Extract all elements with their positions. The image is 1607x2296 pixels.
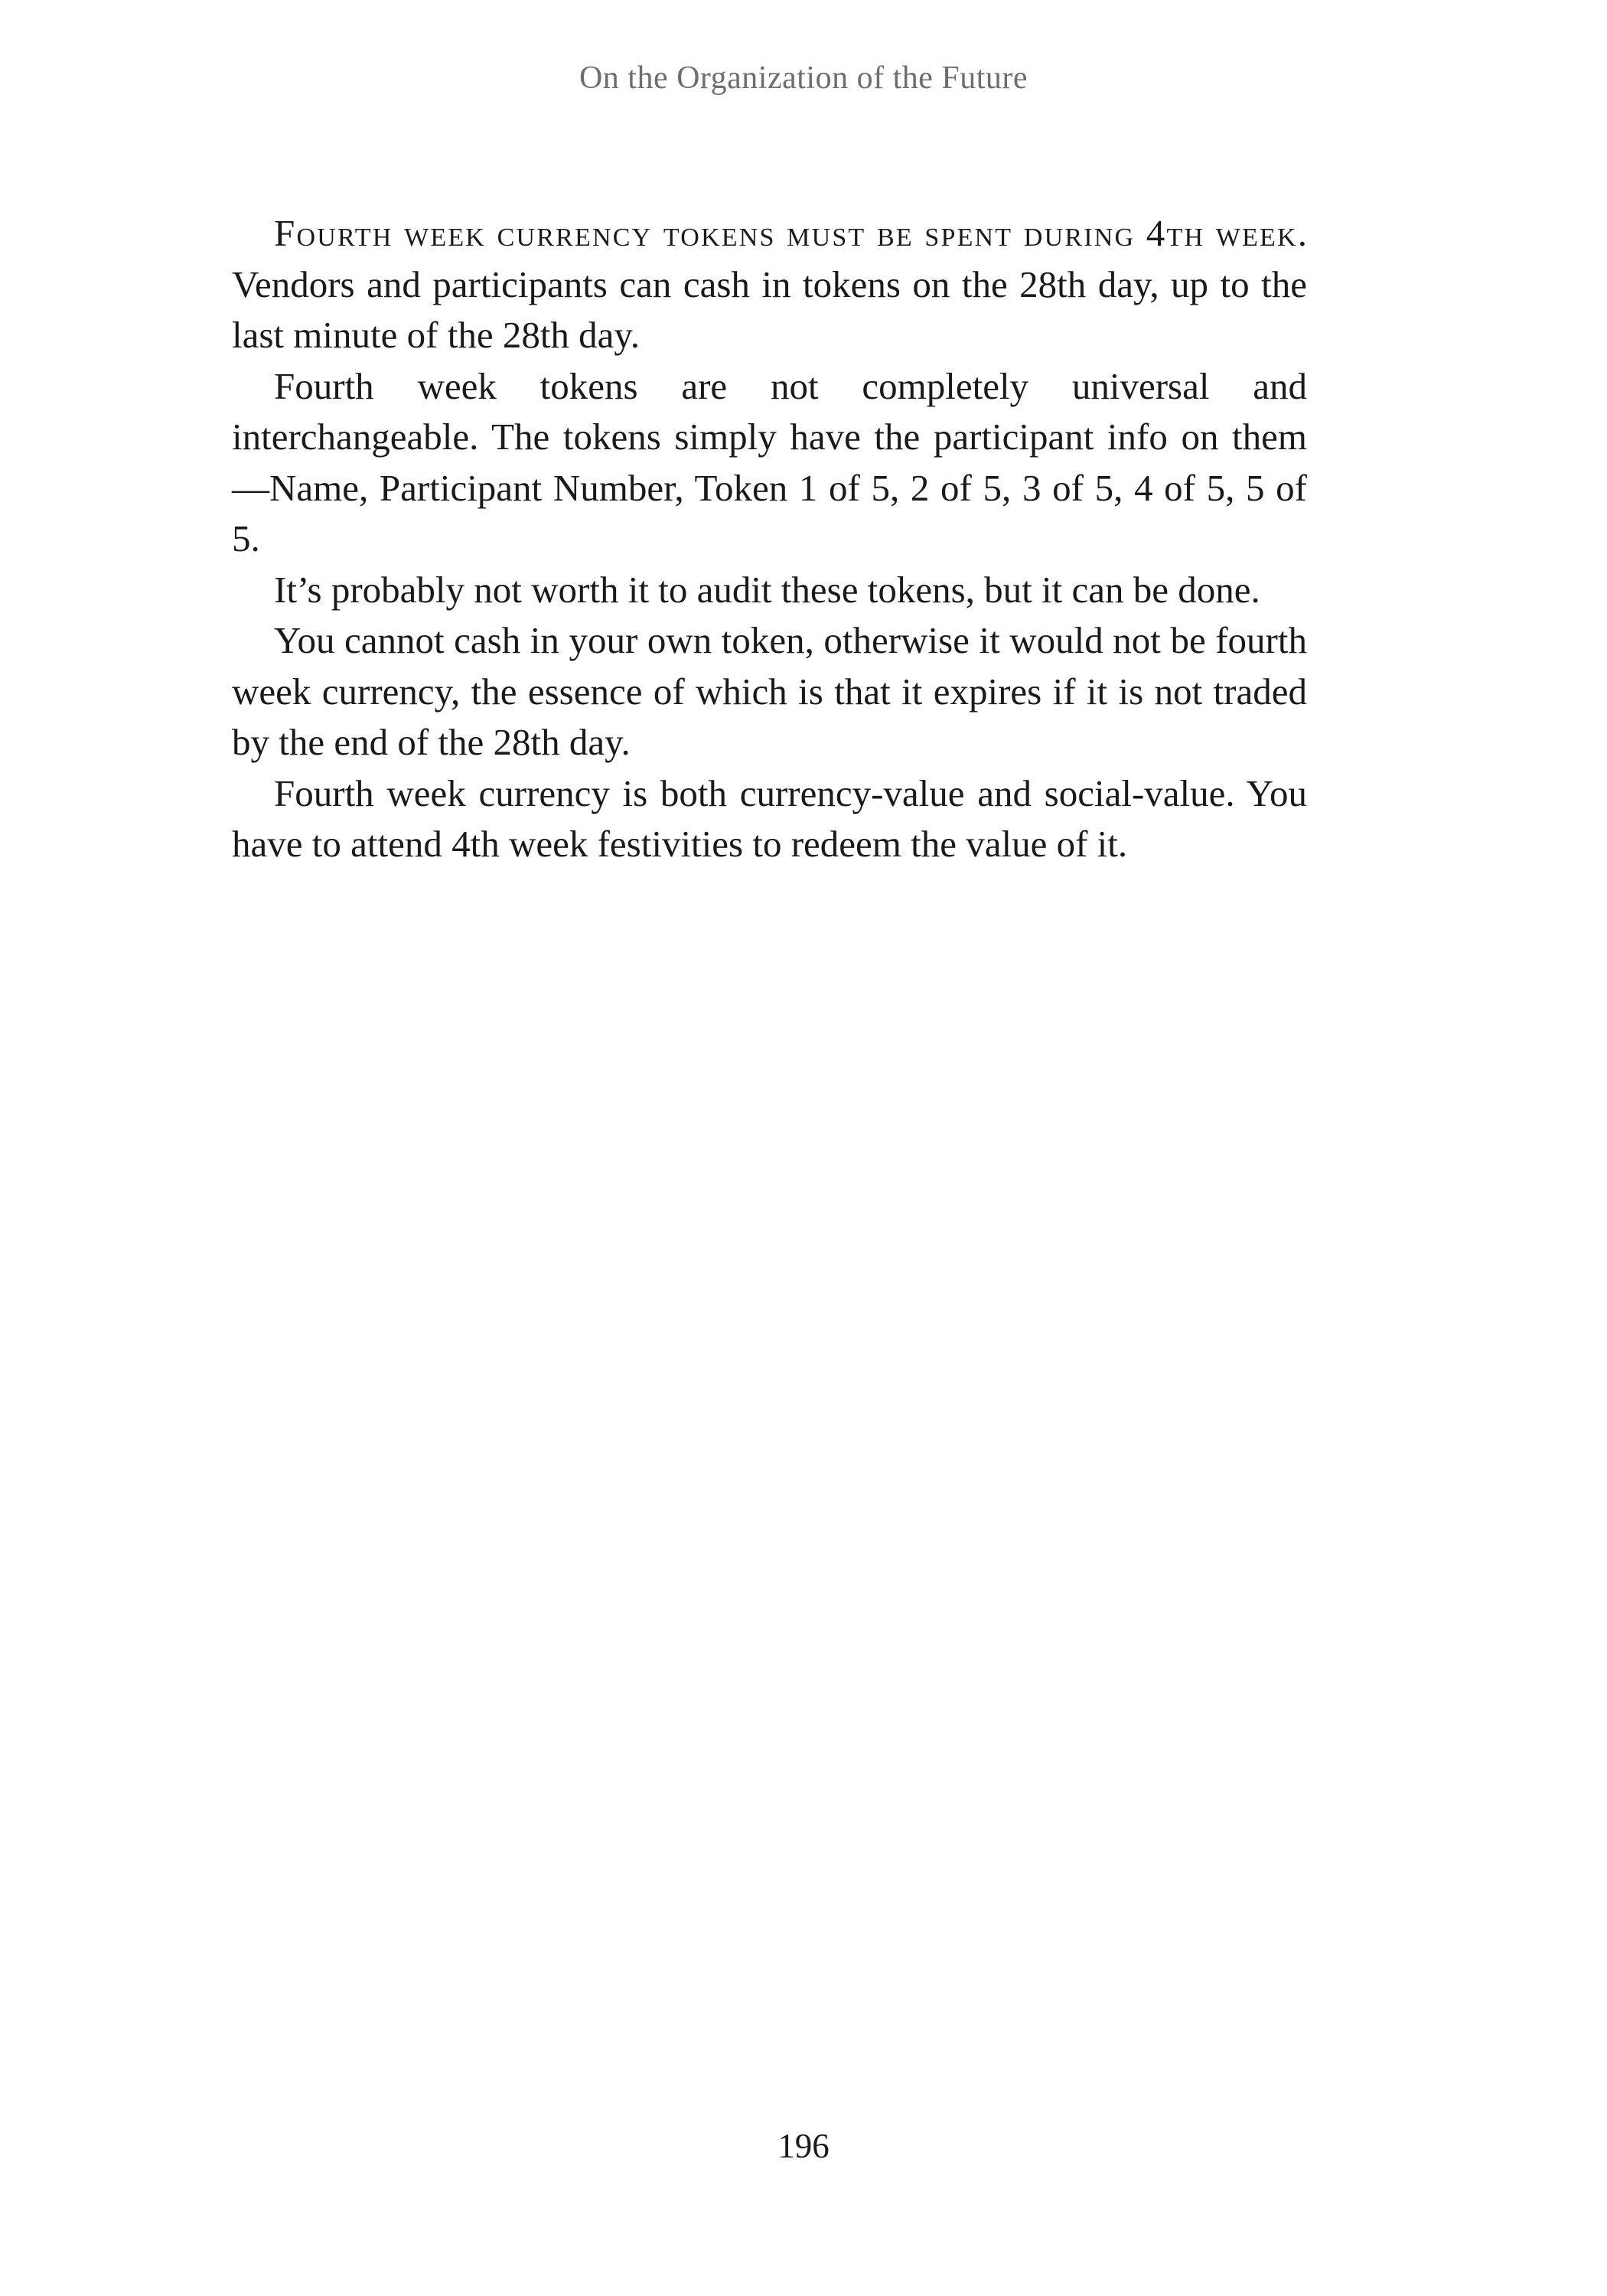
running-head: On the Organization of the Future — [579, 60, 1028, 96]
small-caps-lead-in: Fourth week currency tokens must be spent during 4th week — [274, 212, 1298, 254]
paragraph-1 — [232, 208, 1307, 361]
paragraph-3: It’s probably not worth it to audit these tokens, but it can be done. — [274, 568, 1260, 611]
paragraph-5: Fourth week currency is both currency-value and social-value. You have to attend 4th week festivities to redeem the value of it. — [232, 771, 1307, 865]
page-number: 196 — [777, 2127, 830, 2165]
body-text — [232, 208, 1307, 870]
paragraph-1-text: . Vendors and participants can cash in tokens on the 28th day, up to the last minute of the 28th day. — [232, 212, 1307, 356]
paragraph-2: Fourth week tokens are not completely universal and interchangeable. The tokens simply have the participant info on them—Name, Participant Number, Token 1 of 5, 2 of 5, 3 of 5, 4 of 5, 5 of 5. — [232, 364, 1307, 559]
paragraph-4: You cannot cash in your own token, otherwise it would not be fourth week currency, the essence of which is that it expires if it is not traded by the end of the 28th day. — [232, 619, 1307, 763]
